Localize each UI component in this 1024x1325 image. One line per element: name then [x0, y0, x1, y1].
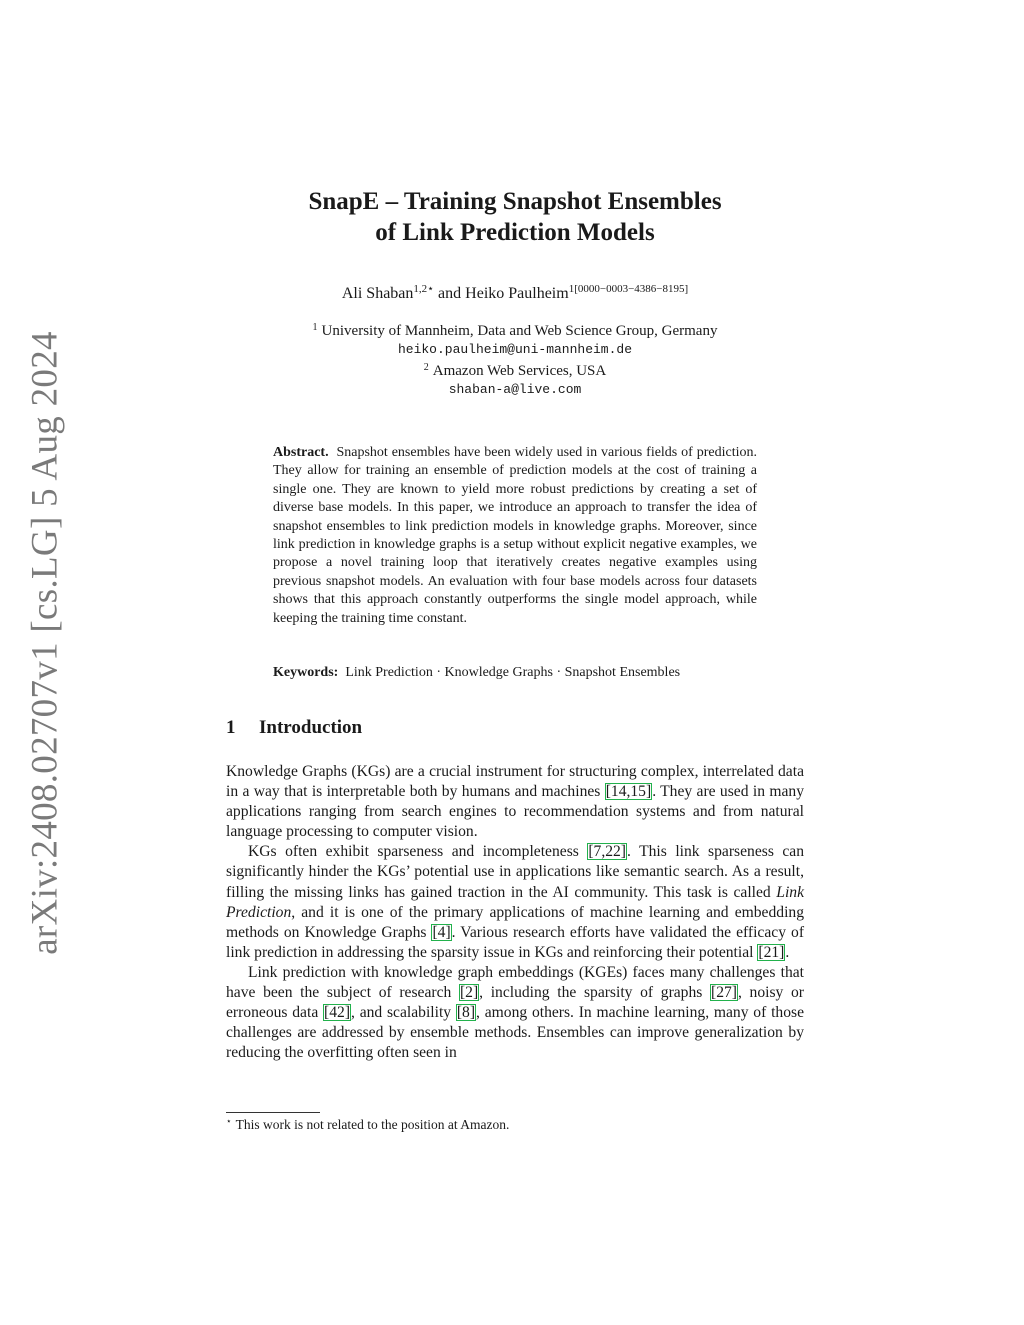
- abstract-label: Abstract.: [273, 445, 329, 460]
- author-2: Heiko Paulheim: [465, 285, 569, 302]
- paragraph-3: Link prediction with knowledge graph embeddings (KGEs) faces many challenges that have been the subject of research [2], including the sparsity of graphs [27], noisy or erroneous data [42], and scalability [8], among others. In machine learning, many of those challenges are addressed by ensemble methods. Ensembles can improve generalization by reducing the overfitting often seen in: [226, 963, 804, 1062]
- citation-link[interactable]: [14,15]: [605, 783, 652, 801]
- keywords: [273, 664, 757, 682]
- citation-link[interactable]: [27]: [711, 984, 737, 1002]
- footnote-rule: [226, 1112, 320, 1113]
- email-2[interactable]: shaban-a@live.com: [448, 381, 582, 397]
- affiliations: [226, 319, 804, 399]
- author-1: Ali Shaban: [341, 285, 414, 302]
- paper-title: [226, 186, 804, 248]
- abstract-text: Snapshot ensembles have been widely used in various fields of prediction. They allow for training an ensemble of prediction models at the cost of training a single one. They are known to yield more robust predictions by creating a set of diverse base models. In this paper, we introduce an approach to transfer the idea of snapshot ensembles to link prediction models in knowledge graphs. Moreover, since link prediction in knowledge graphs is a setup without explicit negative examples, we propose a novel training loop that iteratively creates negative examples using previous snapshot models. An evaluation with four base models across four datasets shows that this approach constantly outperforms the single model approach, while keeping the training time constant.: [273, 445, 758, 626]
- footnote-text: This work is not related to the position at Amazon.: [235, 1117, 510, 1132]
- author-2-affil: 1[0000−0003−4386−8195]: [568, 283, 689, 295]
- title-line-2: of Link Prediction Models: [375, 219, 655, 246]
- citation-link[interactable]: [8]: [456, 1004, 476, 1022]
- body-text: [226, 762, 804, 1063]
- author-conj: and: [434, 285, 466, 302]
- affiliation-1: $^1$ University of Mannheim, Data and Web Science Group, Germany: [312, 322, 718, 339]
- arxiv-stamp-text: arXiv:2408.02707v1 [cs.LG] 5 Aug 2024: [24, 330, 66, 955]
- emphasis: Link Prediction: [226, 883, 804, 921]
- citation-link[interactable]: [42]: [324, 1004, 351, 1022]
- footnote-mark: ⋆: [226, 1116, 232, 1126]
- citation-link[interactable]: [21]: [758, 943, 785, 961]
- citation-link[interactable]: [4]: [432, 923, 451, 941]
- authors: [226, 282, 804, 303]
- citation-link[interactable]: [7,22]: [588, 843, 627, 861]
- affiliation-2: $^2$ Amazon Web Services, USA: [423, 362, 607, 379]
- arxiv-stamp: [20, 330, 70, 955]
- author-1-affil: 1,2⋆: [413, 283, 435, 295]
- keywords-label: Keywords:: [273, 665, 339, 680]
- section-title: Introduction: [259, 717, 363, 738]
- abstract: [273, 444, 757, 628]
- paragraph-1: Knowledge Graphs (KGs) are a crucial instrument for structuring complex, interrelated data in a way that is interpretable both by humans and machines [14,15]. They are used in many applications ranging from search engines to recommendation systems and from natural language processing to computer vision.: [226, 763, 804, 841]
- footnote: [226, 1116, 509, 1133]
- citation-link[interactable]: [2]: [459, 984, 479, 1002]
- section-heading: [226, 717, 362, 739]
- paragraph-2: KGs often exhibit sparseness and incompleteness [7,22]. This link sparseness can significantly hinder the KGs’ potential use in applications like semantic search. As a result, filling the missing links has gained traction in the AI community. This task is called Link Prediction, and it is one of the primary applications of machine learning and embedding methods on Knowledge Graphs [4]. Various research efforts have validated the efficacy of link prediction in addressing the sparsity issue in KGs and reinforcing their potential [21].: [226, 843, 805, 961]
- section-number: 1: [226, 717, 236, 738]
- title-line-1: SnapE – Training Snapshot Ensembles: [308, 188, 722, 215]
- email-1[interactable]: heiko.paulheim@uni-mannheim.de: [397, 341, 633, 357]
- keywords-text: Link Prediction · Knowledge Graphs · Snapshot Ensembles: [345, 665, 681, 680]
